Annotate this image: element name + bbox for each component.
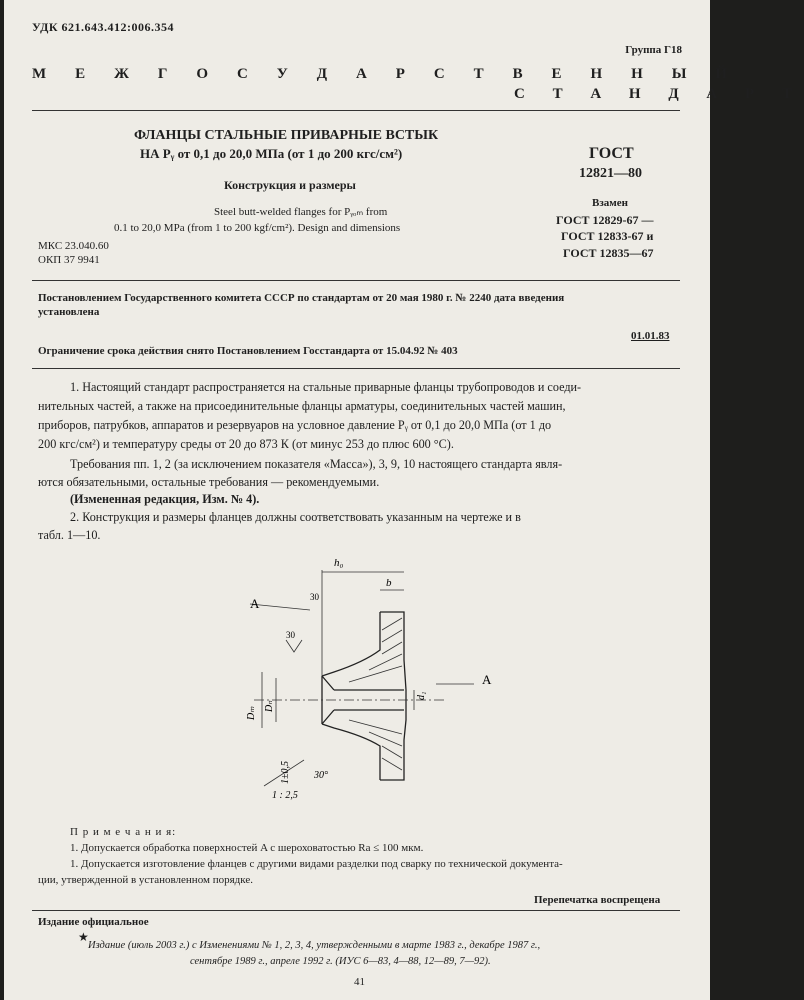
limit-removed-note: Ограничение срока действия снято Постановлением Госстандарта от 15.04.92 № 403 <box>38 345 458 357</box>
page-number: 41 <box>354 976 365 988</box>
replaced-standard: ГОСТ 12829-67 — <box>556 213 654 227</box>
hub-outline <box>322 612 380 676</box>
english-title-line1: Steel butt-welded flanges for Pᵧₒₘ from <box>214 206 388 218</box>
flange-outline <box>380 612 406 700</box>
introduction-date: 01.01.83 <box>631 330 670 342</box>
decree-line2: установлена <box>38 306 100 318</box>
english-title-line2: 0.1 to 20,0 MPa (from 1 to 200 kgf/cm²). Design and dimensions <box>114 222 401 234</box>
standard-heading: С Т А Н Д А Р Т <box>514 86 804 102</box>
hub-outline-lower <box>322 724 380 780</box>
okp-code: ОКП 37 9941 <box>38 254 100 266</box>
note-1: 1. Допускается обработка поверхностей A с шероховатостью Ra ≤ 100 мкм. <box>70 842 424 854</box>
paragraph-1-line2: нительных частей, а также на присоединительные фланцы арматуры, соединительных частей машин, <box>38 399 566 413</box>
roughness-label-30-mid: 30 <box>286 630 295 640</box>
decree-line1: Постановлением Государственного комитета СССР по стандартам от 20 мая 1980 г. № 2240 дата введения <box>38 292 565 304</box>
gost-number: 12821—80 <box>579 166 642 181</box>
bevel-angle-label: 30° <box>314 770 328 781</box>
gost-label: ГОСТ <box>589 145 634 162</box>
dim-label-b: b <box>386 577 392 589</box>
surface-label-a-right: A <box>482 672 492 687</box>
dim-label-d1: d₁ <box>416 691 427 700</box>
reprint-prohibited: Перепечатка воспрещена <box>534 894 661 906</box>
dim-label-dm: Dₘ <box>246 706 257 720</box>
document-subtitle: Конструкция и размеры <box>224 178 356 192</box>
document-title-pressure: НА Pᵧ от 0,1 до 20,0 МПа (от 1 до 200 кгс/см²) <box>140 146 403 161</box>
mks-code: МКС 23.040.60 <box>38 240 109 252</box>
group-code: Группа Г18 <box>625 44 682 56</box>
paragraph-1-line3: приборов, патрубков, аппаратов и резервуаров на условное давление Pᵧ от 0,1 до 20,0 МПа (от 1 до <box>38 418 552 432</box>
dim-label-h: h₀ <box>334 557 344 569</box>
root-face-label: 1±0,5 <box>280 761 291 784</box>
slope-label: 1 : 2,5 <box>272 790 298 801</box>
replaces-label: Взамен <box>592 197 628 209</box>
document-title: ФЛАНЦЫ СТАЛЬНЫЕ ПРИВАРНЫЕ ВСТЫК <box>134 128 439 143</box>
footer-divider <box>32 910 680 911</box>
edition-info-line2: сентябре 1989 г., апреле 1992 г. (ИУС 6—83, 4—88, 12—89, 7—92). <box>190 956 491 967</box>
replaced-standard: ГОСТ 12835—67 <box>563 246 654 260</box>
paragraph-2-line1: Требования пп. 1, 2 (за исключением показателя «Масса»), 3, 9, 10 настоящего стандарта явля- <box>70 457 563 471</box>
notes-title: П р и м е ч а н и я: <box>70 826 177 838</box>
star-mark: ★ <box>78 930 89 944</box>
paragraph-2-line2: ются обязательными, остальные требования — рекомендуемыми. <box>38 475 380 489</box>
udk-code: УДК 621.643.412:006.354 <box>32 20 175 34</box>
flange-outline-lower <box>380 700 406 780</box>
paragraph-3-line1: 2. Конструкция и размеры фланцев должны соответствовать указанным на чертеже и в <box>70 510 521 524</box>
replaced-standard: ГОСТ 12833-67 и <box>561 229 654 243</box>
roughness-label-30-top: 30 <box>310 592 319 602</box>
document-page <box>4 0 804 1000</box>
note-2-line2: ции, утвержденной в установленном порядке. <box>38 874 253 886</box>
paragraph-1-line1: 1. Настоящий стандарт распространяется на стальные приварные фланцы трубопроводов и соеди- <box>70 380 582 394</box>
dim-label-dn: Dₙ <box>264 700 275 712</box>
edition-info-line1: Издание (июль 2003 г.) с Изменениями № 1, 2, 3, 4, утвержденными в марте 1983 г., декабре 1987 г., <box>88 940 541 951</box>
official-edition-label: Издание официальное <box>38 916 149 928</box>
paragraph-3-line2: табл. 1—10. <box>38 528 101 542</box>
amended-edition-note: (Измененная редакция, Изм. № 4). <box>70 492 260 506</box>
note-2-line1: 1. Допускается изготовление фланцев с другими видами разделки под сварку по технической документа- <box>70 858 563 870</box>
interstate-heading: М Е Ж Г О С У Д А Р С Т В Е Н Н Ы Й <box>32 66 740 82</box>
surface-label-a-left: A <box>250 596 260 611</box>
paragraph-1-line4: 200 кгс/см²) и температуру среды от 20 до 873 К (от минус 253 до плюс 600 °С). <box>38 437 454 451</box>
